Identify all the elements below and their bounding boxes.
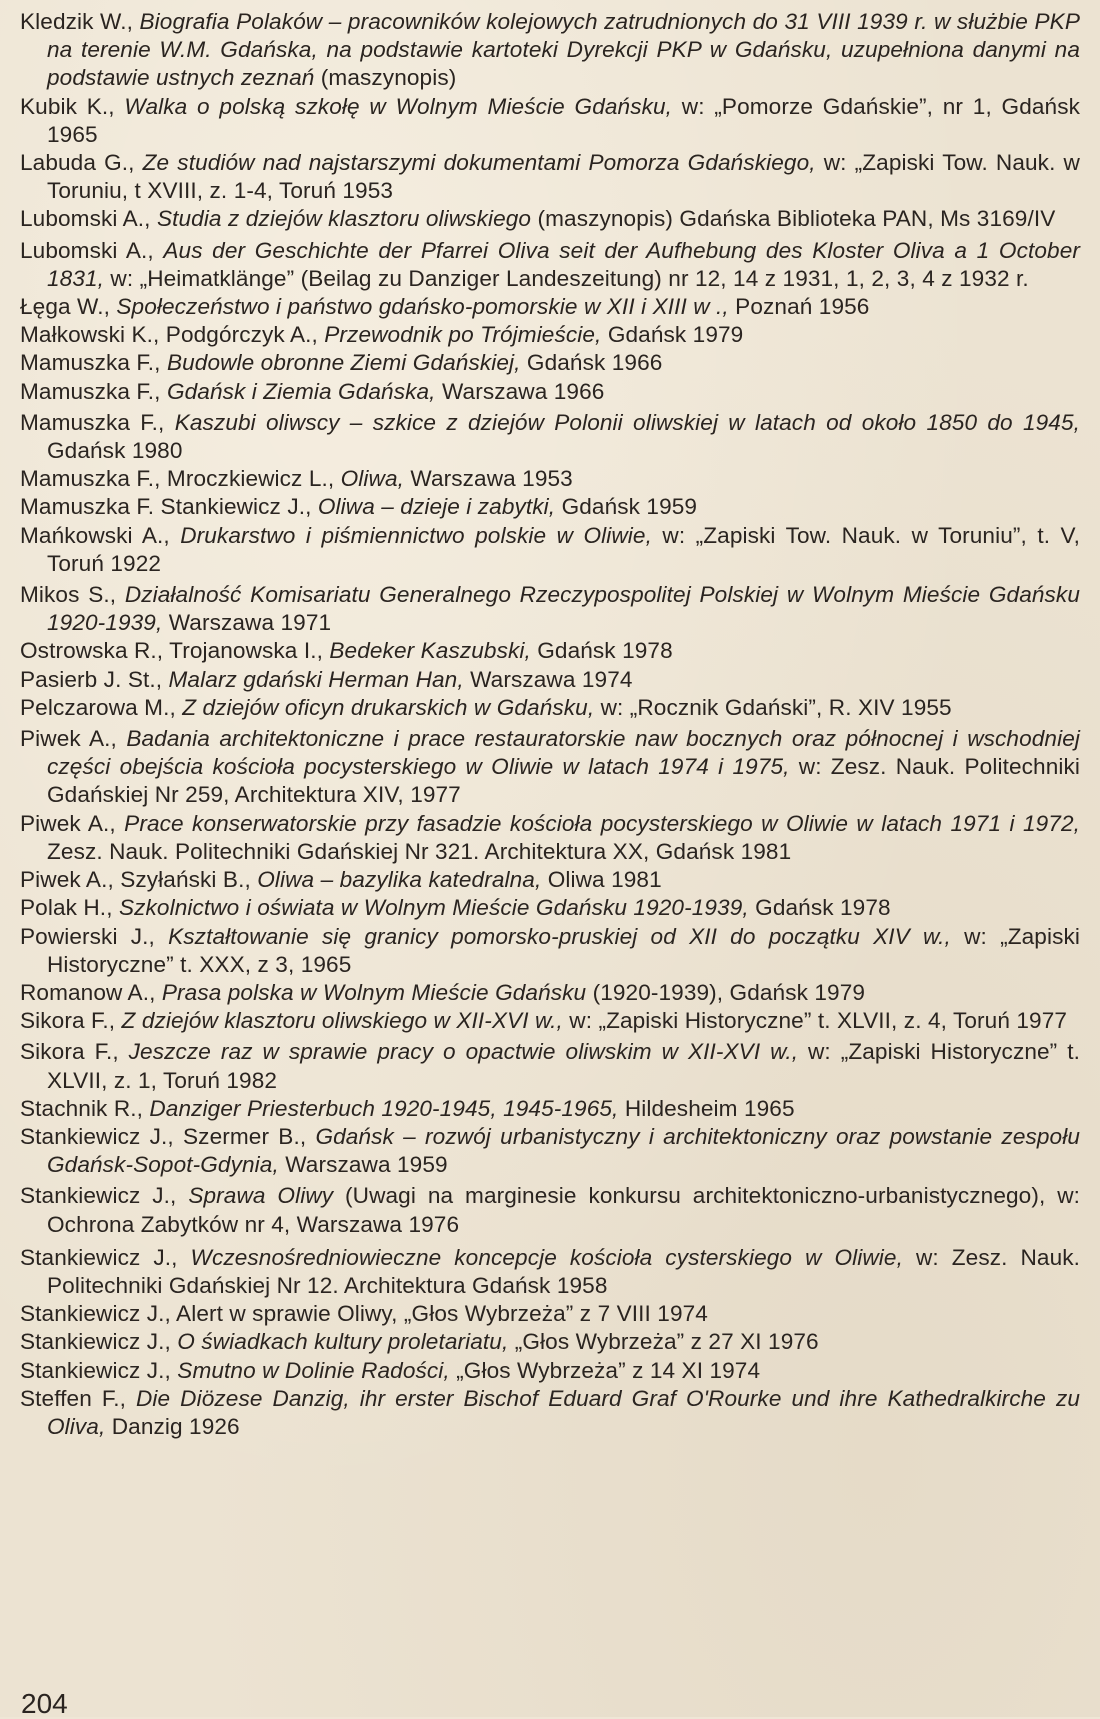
bibliography-entry [20,1300,1080,1328]
entry-title: Społeczeństwo i państwo gdańsko-pomorskie w XII i XIII w ., [116,294,729,320]
entry-title: Die Diözese Danzig, ihr erster Bischof Eduard Graf O'Rourke und ihre Kathedralkirche zu Oliva, [47,1385,1081,1439]
entry-title: Z dziejów klasztoru oliwskiego w XII-XVI w., [121,1008,563,1034]
entry-details: (maszynopis) [314,65,457,91]
entry-author: Mamuszka F., [20,378,167,404]
entry-title: Drukarstwo i piśmiennictwo polskie w Oliwie, [180,522,652,548]
entry-author: Piwek A., [20,726,127,752]
entry-details: w: „Zapiski Tow. Nauk. w Toruniu”, t. V, Toruń 1922 [47,522,1080,576]
entry-details: Oliwa 1981 [541,867,662,893]
bibliography-entry [20,237,1080,293]
entry-title: Działalność Komisariatu Generalnego Rzeczypospolitej Polskiej w Wolnym Mieście Gdańsku 1920-1939, [47,582,1080,636]
entry-title: Aus der Geschichte der Pfarrei Oliva seit der Aufhebung des Kloster Oliva a 1 October 1831, [47,237,1080,291]
entry-details: w: „Zapiski Historyczne” t. XLVII, z. 1, Toruń 1982 [47,1039,1080,1093]
bibliography-entry [20,493,1080,521]
entry-author: Kubik K., [20,93,125,119]
entry-title: Kaszubi oliwscy – szkice z dziejów Polonii oliwskiej w latach od około 1850 do 1945, [174,409,1080,435]
entry-author: Stankiewicz J., [20,1244,191,1270]
bibliography-entry [20,666,1080,694]
entry-author: Polak H., [20,895,119,921]
bibliography-entry [20,205,1080,233]
bibliography-entry [20,1385,1080,1441]
entry-title: Wczesnośredniowieczne koncepcje kościoła cysterskiego w Oliwie, [190,1244,903,1270]
bibliography-entry [20,1095,1080,1123]
entry-title: Prasa polska w Wolnym Mieście Gdańsku [161,979,587,1005]
entry-author: Lubomski A., [20,237,164,263]
entry-author: Lubomski A., [20,206,157,232]
entry-author: Labuda G., [20,150,143,176]
entry-details: (maszynopis) Gdańska Biblioteka PAN, Ms 3169/IV [531,206,1056,232]
entry-title: Oliwa – dzieje i zabytki, [317,494,556,520]
entry-author: Stankiewicz J., [20,1329,178,1355]
bibliography-entry [20,293,1080,321]
entry-author: Mamuszka F., [20,350,167,376]
bibliography-entry [20,894,1080,922]
entry-details: Gdańsk 1959 [555,494,698,520]
entry-details: „Głos Wybrzeża” z 14 XI 1974 [449,1357,761,1383]
entry-author: Sikora F., [20,1039,129,1065]
entry-details: (1920-1939), Gdańsk 1979 [586,979,866,1005]
entry-details: w: „Zapiski Tow. Nauk. w Toruniu, t XVIII, z. 1-4, Toruń 1953 [47,150,1080,204]
entry-title: Smutno w Dolinie Radości, [177,1357,450,1383]
entry-title: Malarz gdański Herman Han, [168,666,464,692]
entry-author: Steffen F., [20,1385,136,1411]
entry-details: w: „Zapiski Historyczne” t. XLVII, z. 4, Toruń 1977 [562,1008,1068,1034]
entry-title: Jeszcze raz w sprawie pracy o opactwie oliwskim w XII-XVI w., [128,1039,799,1065]
entry-author: Stankiewicz J., [20,1183,189,1209]
entry-details: Poznań 1956 [728,294,870,320]
entry-details: Warszawa 1974 [463,666,633,692]
bibliography-entry [20,581,1080,637]
entry-author: Łęga W., [20,294,117,320]
entry-title: Oliwa – bazylika katedralna, [257,867,542,893]
entry-details: Gdańsk 1978 [530,638,673,664]
entry-details: Gdańsk 1978 [748,895,891,921]
entry-author: Kledzik W., [20,9,140,34]
entry-author: Romanow A., [20,979,162,1005]
bibliography-entry [20,8,1080,93]
entry-details: w: „Pomorze Gdańskie”, nr 1, Gdańsk 1965 [47,93,1081,147]
entry-details: Warszawa 1953 [404,466,573,492]
entry-details: w: „Zapiski Historyczne” t. XXX, z 3, 1965 [47,923,1081,977]
entry-author: Mamuszka F. Stankiewicz J., [20,494,318,520]
entry-title: O świadkach kultury proletariatu, [177,1329,509,1355]
bibliography-entry [20,522,1080,578]
entry-title: Danziger Priesterbuch 1920-1945, 1945-1965, [149,1095,619,1121]
entry-author: Mańkowski A., [20,522,181,548]
bibliography-entry [20,1123,1080,1179]
entry-author: Pasierb J. St., [20,666,169,692]
bibliography-entry [20,694,1080,722]
bibliography-entry [20,378,1080,406]
entry-author: Stankiewicz J., Alert w sprawie Oliwy, „Głos Wybrzeża” z 7 VIII 1974 [20,1301,708,1327]
bibliography-entry [20,866,1080,894]
entry-details: Hildesheim 1965 [618,1095,795,1121]
bibliography-entry [20,409,1080,465]
bibliography-entry [20,93,1080,149]
entry-details: „Głos Wybrzeża” z 27 XI 1976 [508,1329,819,1355]
entry-author: Mamuszka F., [20,409,175,435]
entry-author: Piwek A., [20,810,125,836]
entry-details: w: „Heimatklänge” (Beilag zu Danziger Landeszeitung) nr 12, 14 z 1931, 1, 2, 3, 4 z 1932 r. [104,265,1029,291]
entry-details: Warszawa 1966 [435,378,605,404]
bibliography-entry [20,725,1080,810]
entry-details: w: Zesz. Nauk. Politechniki Gdańskiej Nr 259, Architektura XIV, 1977 [47,754,1080,808]
entry-author: Sikora F., [20,1008,122,1034]
bibliography-entry [20,923,1080,979]
entry-author: Stankiewicz J., Szermer B., [20,1123,316,1149]
bibliography-entry [20,349,1080,377]
entry-author: Mamuszka F., Mroczkiewicz L., [20,466,341,492]
entry-author: Stachnik R., [20,1095,150,1121]
bibliography-entry [20,1182,1080,1238]
entry-title: Przewodnik po Trójmieście, [324,322,602,348]
bibliography-entry [20,979,1080,1007]
bibliography-entry [20,1357,1080,1385]
entry-details: (Uwagi na marginesie konkursu architektoniczno-urbanistycznego), w: Ochrona Zabytków nr 4, Warszawa 1976 [47,1183,1081,1237]
entry-title: Kształtowanie się granicy pomorsko-pruskiej od XII do początku XIV w., [168,923,951,949]
entry-title: Budowle obronne Ziemi Gdańskiej, [166,350,521,376]
entry-details: Warszawa 1959 [278,1152,448,1178]
bibliography-entry [20,1328,1080,1356]
bibliography-entry [20,637,1080,665]
entry-details: Gdańsk 1966 [520,350,663,376]
entry-title: Studia z dziejów klasztoru oliwskiego [156,206,532,232]
bibliography-entry [20,465,1080,493]
entry-author: Powierski J., [20,923,169,949]
bibliography-entry [20,810,1080,866]
entry-author: Stankiewicz J., [20,1357,178,1383]
entry-title: Sprawa Oliwy [188,1183,334,1209]
bibliography-entry [20,321,1080,349]
entry-title: Gdańsk – rozwój urbanistyczny i architektoniczny oraz powstanie zespołu Gdańsk-Sopot-Gdynia, [47,1123,1081,1178]
entry-title: Z dziejów oficyn drukarskich w Gdańsku, [182,694,595,720]
entry-author: Pelczarowa M., [20,694,183,720]
entry-title: Gdańsk i Ziemia Gdańska, [166,378,436,404]
entry-details: Danzig 1926 [105,1413,240,1439]
entry-title: Biografia Polaków – pracowników kolejowych zatrudnionych do 31 VIII 1939 r. w służbie PKP na terenie W.M. Gdańska, na podstawie kartoteki Dyrekcji PKP w Gdańsku, uzupełniona danymi na podstawie ustnych zeznań [47,9,1080,91]
entry-details: w: Zesz. Nauk. Politechniki Gdańskiej Nr 12. Architektura Gdańsk 1958 [47,1244,1081,1298]
bibliography-entry [20,1244,1080,1300]
entry-details: w: „Rocznik Gdański”, R. XIV 1955 [594,694,952,720]
entry-details: Zesz. Nauk. Politechniki Gdańskiej Nr 321. Architektura XX, Gdańsk 1981 [47,838,792,864]
entry-author: Piwek A., Szyłański B., [20,867,258,893]
bibliography-entry [20,1007,1080,1035]
entry-title: Prace konserwatorskie przy fasadzie kościoła pocysterskiego w Oliwie w latach 1971 i 1972, [124,810,1080,836]
entry-author: Ostrowska R., Trojanowska I., [20,638,330,664]
entry-author: Małkowski K., Podgórczyk A., [20,322,325,348]
entry-title: Szkolnictwo i oświata w Wolnym Mieście Gdańsku 1920-1939, [118,895,749,921]
entry-title: Ze studiów nad najstarszymi dokumentami Pomorza Gdańskiego, [142,150,816,176]
bibliography-entry [20,1038,1080,1094]
entry-title: Bedeker Kaszubski, [329,638,531,664]
entry-details: Gdańsk 1979 [601,322,744,348]
entry-title: Oliwa, [340,466,404,492]
entry-details: Warszawa 1971 [162,610,332,636]
entry-author: Mikos S., [20,582,125,608]
entry-details: Gdańsk 1980 [47,438,183,464]
bibliography-list [20,8,1080,1441]
entry-title: Walka o polską szkołę w Wolnym Mieście Gdańsku, [124,93,673,119]
bibliography-entry [20,149,1080,205]
entry-title: Badania architektoniczne i prace restauratorskie naw bocznych oraz północnej i wschodniej części obejścia kościoła pocysterskiego w Oliwie w latach 1974 i 1975, [47,726,1081,780]
page-number: 204 [21,1688,68,1719]
